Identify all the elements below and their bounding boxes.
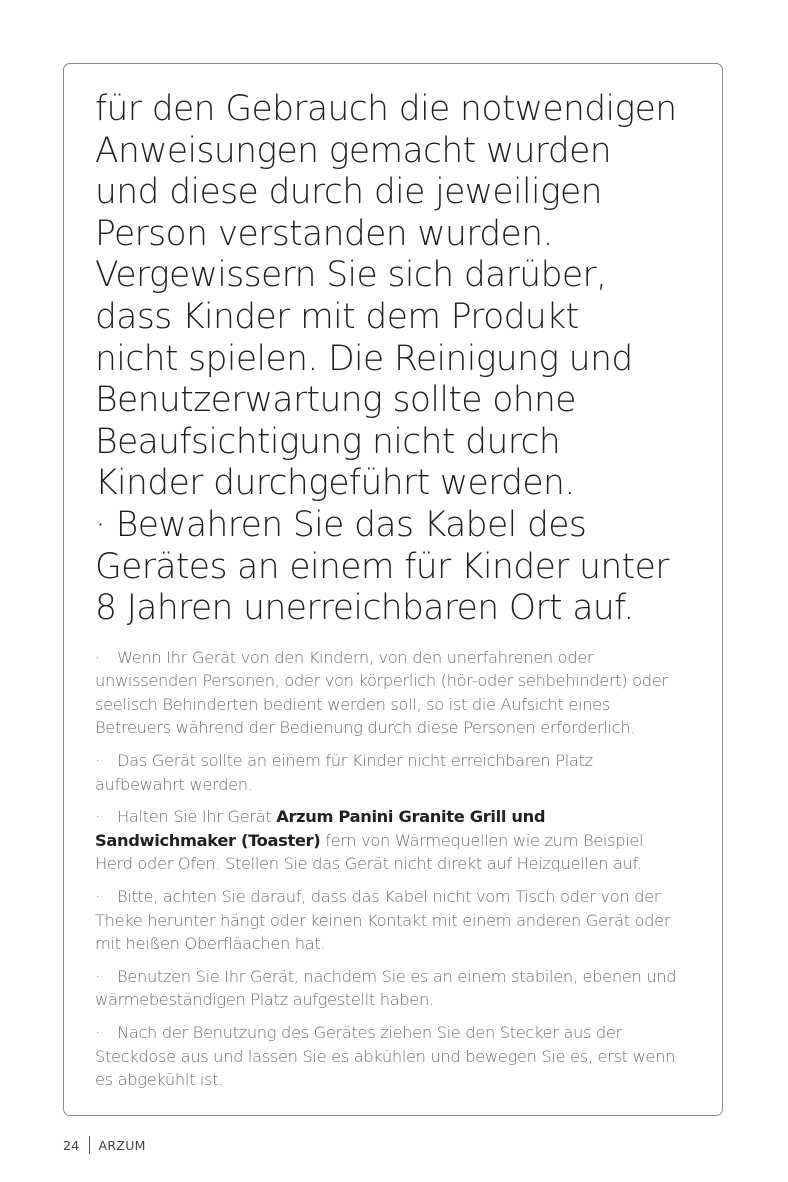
list-item-text: fern von Wärmequellen wie zum Beispiel Herd oder Ofen. Stellen Sie das Gerät nicht direkt auf Heizquellen auf. — [95, 830, 644, 874]
text-line: Beaufsichtigung nicht durch — [95, 421, 561, 462]
large-instructions-text — [95, 89, 715, 630]
safety-bullet-list — [95, 646, 685, 1101]
bullet-marker: · — [95, 648, 100, 667]
list-item-text: Wenn Ihr Gerät von den Kindern, von den unerfahrenen oder unwissenden Personen, oder von körperlich (hör-oder sehbehindert) oder seelisch Behinderten bedient werden soll, so ist die Aufsicht eines Betreuers während der Bedienung durch diese Personen erforderlich. — [95, 648, 668, 738]
text-line: Benutzerwartung sollte ohne — [95, 380, 576, 421]
list-item-text: Bitte, achten Sie darauf, dass das Kabel nicht vom Tisch oder von der Theke herunter hängt oder keinen Kontakt mit einem anderen Gerät oder mit heißen Oberfläachen hat. — [95, 887, 671, 953]
text-line: für den Gebrauch die notwendigen — [95, 89, 677, 129]
list-item — [95, 965, 685, 1012]
page-footer — [63, 1135, 146, 1155]
text-line: 8 Jahren unerreichbaren Ort auf. — [95, 588, 634, 629]
list-item — [95, 1021, 685, 1091]
footer-divider — [89, 1136, 90, 1154]
product-name: Arzum Panini Granite Grill und Sandwichmaker (Toaster) — [95, 807, 546, 850]
bullet-marker: · — [95, 807, 100, 827]
list-item-text: Benutzen Sie Ihr Gerät, nachdem Sie es an einem stabilen, ebenen und wärmebeständigen Platz aufgestellt haben. — [95, 966, 677, 1010]
list-item — [95, 805, 685, 875]
page-number: 24 — [63, 1137, 80, 1153]
bullet-marker: · — [95, 966, 100, 986]
text-line: nicht spielen. Die Reinigung und — [95, 338, 633, 379]
bullet-marker: · — [95, 887, 100, 907]
text-line: Gerätes an einem für Kinder unter — [95, 546, 669, 587]
text-line: Anweisungen gemacht wurden — [95, 130, 612, 171]
list-item-text: Halten Sie Ihr Gerät — [117, 807, 277, 827]
text-line: Vergewissern Sie sich darüber, — [95, 255, 607, 296]
list-item-text: Das Gerät sollte an einem für Kinder nicht erreichbaren Platz aufbewahrt werden. — [95, 751, 593, 794]
instruction-paragraph-large-2 — [95, 505, 715, 630]
instruction-paragraph-large-1 — [95, 89, 715, 505]
text-line: dass Kinder mit dem Produkt — [95, 296, 579, 337]
brand-name: ARZUM — [98, 1137, 146, 1153]
text-line: und diese durch die jeweiligen — [95, 172, 602, 213]
list-item — [95, 885, 685, 955]
bullet-marker: · — [95, 751, 100, 771]
text-line: Person verstanden wurden. — [95, 213, 553, 254]
text-line: Kinder durchgeführt werden. — [95, 463, 575, 504]
list-item — [95, 646, 685, 740]
list-item — [95, 749, 685, 796]
list-item-text: Nach der Benutzung des Gerätes ziehen Sie den Stecker aus der Steckdose aus und lassen Sie es abkühlen und bewegen Sie es, erst wenn es abgekühlt ist. — [95, 1023, 676, 1089]
bullet-marker: · — [95, 1023, 100, 1043]
text-line: · Bewahren Sie das Kabel des — [95, 504, 587, 545]
